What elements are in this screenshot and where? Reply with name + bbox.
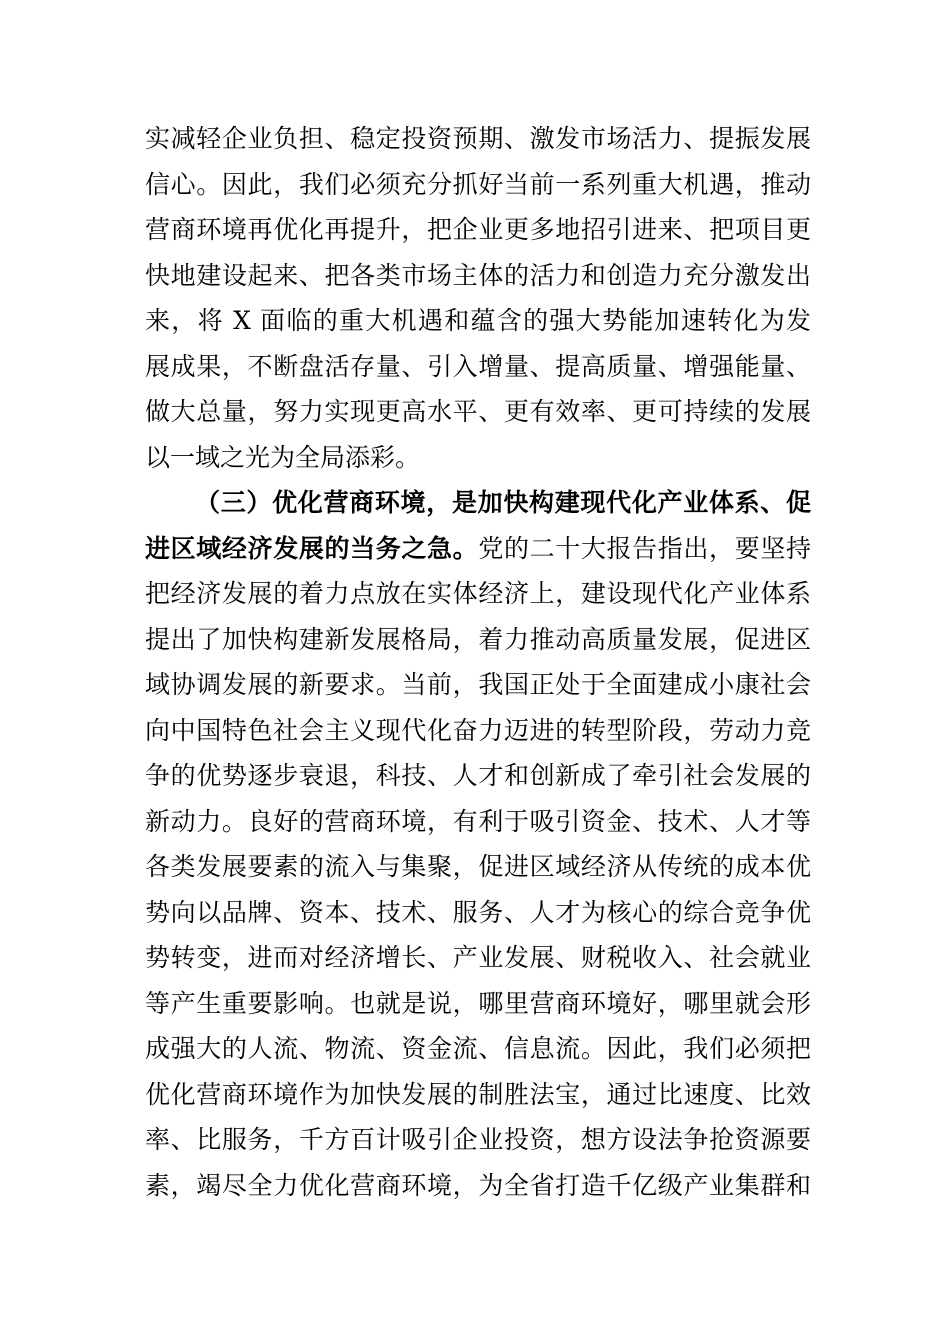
paragraph-line: 营商环境再优化再提升，把企业更多地招引进来、把项目更	[145, 215, 811, 244]
paragraph-line: 以一域之光为全局添彩。	[145, 442, 421, 472]
paragraph-line: 各类发展要素的流入与集聚，促进区域经济从传统的成本优	[145, 852, 811, 881]
paragraph-line: 域协调发展的新要求。当前，我国正处于全面建成小康社会	[145, 670, 811, 699]
paragraph-line: 率、比服务，千方百计吸引企业投资，想方设法争抢资源要	[145, 1125, 811, 1154]
section-heading-end: 进区域经济发展的当务之急。	[145, 533, 479, 563]
paragraph-1	[145, 116, 811, 480]
paragraph-line: 把经济发展的着力点放在实体经济上，建设现代化产业体系	[145, 579, 811, 608]
paragraph-line: 势向以品牌、资本、技术、服务、人才为核心的综合竞争优	[145, 897, 811, 927]
paragraph-line: 争的优势逐步衰退，科技、人才和创新成了牵引社会发展的	[145, 761, 811, 790]
paragraph-line: 来，将 X 面临的重大机遇和蕴含的强大势能加速转化为发	[145, 306, 811, 335]
paragraph-line: 新动力。良好的营商环境，有利于吸引资金、技术、人才等	[145, 806, 811, 836]
paragraph-line: 向中国特色社会主义现代化奋力迈进的转型阶段，劳动力竞	[145, 715, 811, 745]
paragraph-line: 信心。因此，我们必须充分抓好当前一系列重大机遇，推动	[145, 169, 811, 199]
paragraph-line: 展成果，不断盘活存量、引入增量、提高质量、增强能量、	[145, 351, 811, 381]
paragraph-line: 成强大的人流、物流、资金流、信息流。因此，我们必须把	[145, 1034, 811, 1063]
section-heading-line: （三）优化营商环境，是加快构建现代化产业体系、促	[195, 488, 811, 517]
paragraph-line: 快地建设起来、把各类市场主体的活力和创造力充分激发出	[145, 260, 811, 290]
paragraph-line: 优化营商环境作为加快发展的制胜法宝，通过比速度、比效	[145, 1079, 811, 1109]
document-body	[145, 116, 811, 1208]
paragraph-line-rest: 党的二十大报告指出，要坚持	[478, 533, 811, 563]
paragraph-line: 提出了加快构建新发展格局，着力推动高质量发展，促进区	[145, 624, 811, 654]
paragraph-line: 实减轻企业负担、稳定投资预期、激发市场活力、提振发展	[145, 124, 811, 153]
paragraph-line: 等产生重要影响。也就是说，哪里营商环境好，哪里就会形	[145, 988, 811, 1018]
paragraph-line: 做大总量，努力实现更高水平、更有效率、更可持续的发展	[145, 397, 811, 426]
paragraph-line: 素，竭尽全力优化营商环境，为全省打造千亿级产业集群和	[145, 1170, 811, 1200]
paragraph-line: 势转变，进而对经济增长、产业发展、财税收入、社会就业	[145, 943, 811, 972]
paragraph-2	[145, 480, 811, 1208]
paragraph-line	[145, 526, 811, 572]
